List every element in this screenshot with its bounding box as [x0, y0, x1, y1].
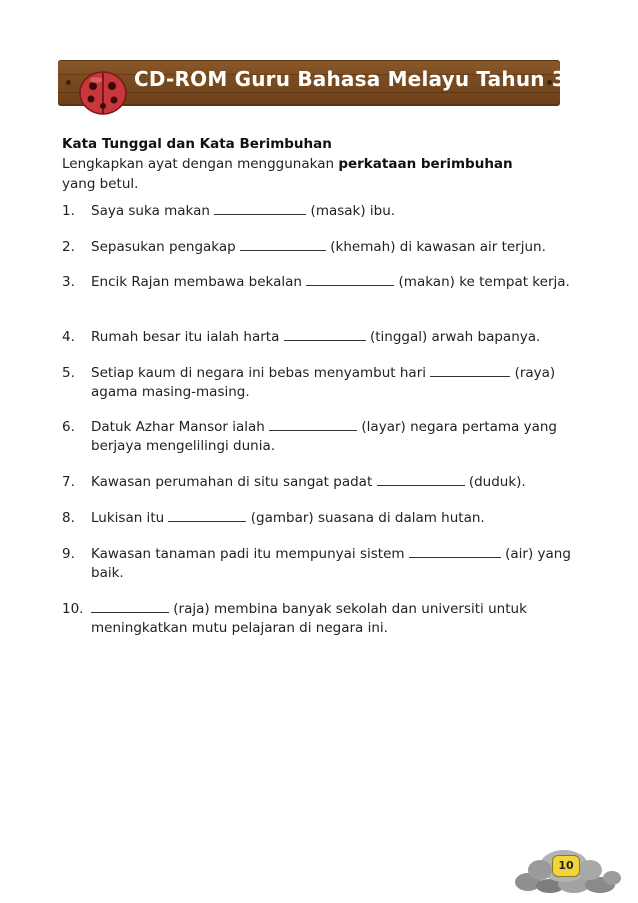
question-4	[62, 328, 572, 347]
answer-blank[interactable]	[377, 473, 465, 486]
answer-blank[interactable]	[168, 509, 246, 522]
question-text: (layar) negara pertama yang berjaya mengelilingi dunia.	[91, 419, 557, 454]
question-text: Setiap kaum di negara ini bebas menyambut hari	[91, 365, 431, 381]
question-text: Kawasan tanaman padi itu mempunyai sistem	[91, 546, 409, 562]
question-text: (raya) agama masing-masing.	[91, 365, 556, 400]
instruction-text	[62, 154, 562, 194]
question-7	[62, 473, 572, 492]
question-number: 10.	[62, 601, 84, 617]
question-number: 5.	[62, 365, 75, 381]
page-number: 10	[552, 855, 580, 877]
question-1	[62, 202, 572, 221]
question-text: (tinggal) arwah bapanya.	[365, 329, 541, 345]
answer-blank[interactable]	[91, 600, 169, 613]
question-number: 8.	[62, 510, 75, 526]
question-text: Lukisan itu	[91, 510, 169, 526]
question-number: 3.	[62, 274, 75, 290]
question-3	[62, 273, 572, 292]
instruction-emphasis: perkataan berimbuhan	[338, 156, 513, 172]
answer-blank[interactable]	[214, 202, 306, 215]
question-text: (makan) ke tempat kerja.	[394, 274, 570, 290]
question-5	[62, 364, 572, 402]
question-10	[62, 600, 572, 638]
answer-blank[interactable]	[240, 238, 326, 251]
question-2	[62, 238, 572, 257]
question-text: Rumah besar itu ialah harta	[91, 329, 284, 345]
question-number: 9.	[62, 546, 75, 562]
question-text: (air) yang baik.	[91, 546, 571, 581]
instruction-part2: yang betul.	[62, 176, 139, 192]
question-number: 7.	[62, 474, 75, 490]
question-9	[62, 545, 572, 583]
question-8	[62, 509, 572, 528]
question-number: 1.	[62, 203, 75, 219]
question-text: Encik Rajan membawa bekalan	[91, 274, 307, 290]
answer-blank[interactable]	[269, 418, 357, 431]
question-text: (khemah) di kawasan air terjun.	[326, 239, 546, 255]
question-text: (gambar) suasana di dalam hutan.	[246, 510, 485, 526]
answer-blank[interactable]	[284, 328, 366, 341]
question-text: (masak) ibu.	[306, 203, 396, 219]
ladybug-icon	[76, 64, 130, 118]
question-text: Sepasukan pengakap	[91, 239, 240, 255]
question-number: 2.	[62, 239, 75, 255]
banner-title: CD-ROM Guru Bahasa Melayu Tahun 3 SJK	[134, 67, 612, 91]
question-text: Datuk Azhar Mansor ialah	[91, 419, 270, 435]
question-number: 6.	[62, 419, 75, 435]
question-text: Kawasan perumahan di situ sangat padat	[91, 474, 377, 490]
instruction-part1: Lengkapkan ayat dengan menggunakan	[62, 156, 339, 172]
question-6	[62, 418, 572, 456]
question-number: 4.	[62, 329, 75, 345]
answer-blank[interactable]	[430, 364, 510, 377]
question-text: (duduk).	[464, 474, 526, 490]
answer-blank[interactable]	[409, 545, 501, 558]
question-text: (raja) membina banyak sekolah dan universiti untuk meningkatkan mutu pelajaran di negara ini.	[91, 601, 527, 636]
exercise-heading: Kata Tunggal dan Kata Berimbuhan	[62, 136, 332, 152]
nail-icon	[66, 80, 71, 85]
question-text: Saya suka makan	[91, 203, 215, 219]
answer-blank[interactable]	[306, 273, 394, 286]
